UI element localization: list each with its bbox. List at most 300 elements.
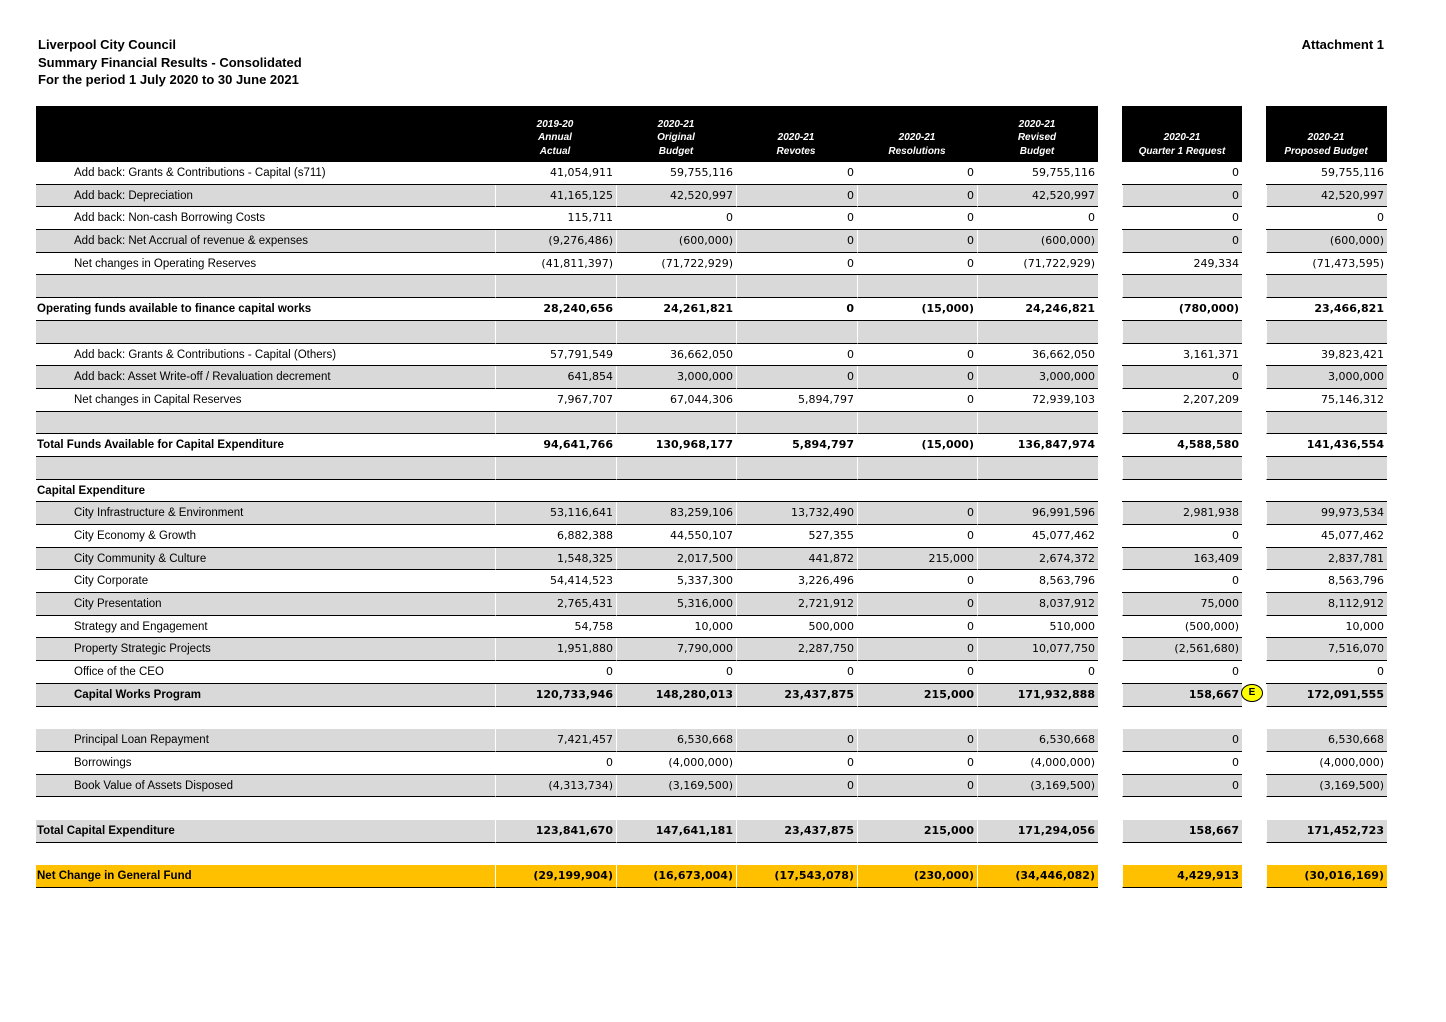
value-cell: 141,436,554 — [1266, 434, 1387, 457]
value-cell — [495, 797, 616, 820]
value-cell: 67,044,306 — [616, 389, 736, 412]
value-cell — [857, 321, 977, 344]
row-label: City Corporate — [74, 575, 149, 588]
value-cell: 0 — [1122, 752, 1242, 775]
value-cell: 42,520,997 — [616, 185, 736, 208]
estimate-badge-icon: E — [1241, 684, 1263, 702]
value-cell: 3,000,000 — [1266, 366, 1387, 389]
row-label: City Community & Culture — [74, 552, 207, 565]
row-label-cell — [36, 230, 495, 253]
value-cell: 215,000 — [857, 548, 977, 571]
value-cell: 6,530,668 — [1266, 729, 1387, 752]
value-cell: 0 — [857, 207, 977, 230]
row-label-cell — [36, 366, 495, 389]
value-cell — [857, 707, 977, 730]
value-cell: 0 — [857, 230, 977, 253]
value-cell: 59,755,116 — [1266, 162, 1387, 185]
value-cell: 8,563,796 — [977, 570, 1098, 593]
spacer-row — [0, 412, 1446, 435]
value-cell — [616, 412, 736, 435]
value-cell — [495, 412, 616, 435]
row-label-cell — [36, 389, 495, 412]
value-cell: 171,452,723 — [1266, 820, 1387, 843]
value-cell: 510,000 — [977, 616, 1098, 639]
value-cell: 54,758 — [495, 616, 616, 639]
value-cell: (3,169,500) — [616, 775, 736, 798]
value-cell: 215,000 — [857, 684, 977, 707]
row-label-cell — [36, 548, 495, 571]
value-cell: (4,313,734) — [495, 775, 616, 798]
value-cell: 5,894,797 — [736, 434, 857, 457]
value-cell: 171,294,056 — [977, 820, 1098, 843]
table-row — [0, 729, 1446, 752]
row-label-cell — [36, 865, 495, 888]
value-cell: 2,721,912 — [736, 593, 857, 616]
value-cell: 0 — [736, 207, 857, 230]
value-cell: 75,000 — [1122, 593, 1242, 616]
value-cell: 45,077,462 — [977, 525, 1098, 548]
col-head-revotes: 2020-21 Revotes — [776, 132, 816, 157]
value-cell: 0 — [1122, 661, 1242, 684]
value-cell: 0 — [857, 616, 977, 639]
value-cell — [977, 321, 1098, 344]
table-row — [0, 525, 1446, 548]
value-cell — [495, 321, 616, 344]
row-label-cell — [36, 434, 495, 457]
value-cell: 0 — [1266, 661, 1387, 684]
value-cell: 0 — [857, 344, 977, 367]
row-label: Total Funds Available for Capital Expenditure — [37, 439, 284, 452]
value-cell — [736, 707, 857, 730]
value-cell: (4,000,000) — [977, 752, 1098, 775]
value-cell: 2,017,500 — [616, 548, 736, 571]
value-cell: 2,287,750 — [736, 638, 857, 661]
value-cell: (9,276,486) — [495, 230, 616, 253]
financial-table-body — [0, 162, 1446, 888]
value-cell — [616, 797, 736, 820]
value-cell: 158,667 — [1122, 684, 1242, 707]
col-head-revised-budget: 2020-21 Revised Budget — [1017, 118, 1057, 157]
row-label: Net Change in General Fund — [37, 870, 192, 883]
value-cell — [1122, 480, 1242, 503]
value-cell — [1266, 457, 1387, 480]
row-label: Capital Works Program — [74, 688, 201, 701]
value-cell: 42,520,997 — [1266, 185, 1387, 208]
col-head-proposed-budget: 2020-21 Proposed Budget — [1284, 132, 1368, 157]
row-label: Capital Expenditure — [37, 484, 145, 497]
value-cell — [616, 457, 736, 480]
value-cell: 5,894,797 — [736, 389, 857, 412]
col-head-resolutions: 2020-21 Resolutions — [888, 132, 946, 157]
value-cell: 10,000 — [616, 616, 736, 639]
row-label: City Presentation — [74, 598, 162, 611]
table-row — [0, 820, 1446, 843]
spacer-row — [0, 843, 1446, 866]
value-cell: 527,355 — [736, 525, 857, 548]
spacer-row — [0, 797, 1446, 820]
value-cell: 6,530,668 — [977, 729, 1098, 752]
value-cell: 0 — [1122, 366, 1242, 389]
value-cell — [857, 275, 977, 298]
value-cell: 54,414,523 — [495, 570, 616, 593]
report-title-block — [38, 36, 302, 89]
col-head-q1-request: 2020-21 Quarter 1 Request — [1138, 132, 1226, 157]
row-label: Add back: Net Accrual of revenue & expenses — [74, 235, 308, 248]
value-cell: (17,543,078) — [736, 865, 857, 888]
table-row — [0, 548, 1446, 571]
value-cell: 0 — [1122, 207, 1242, 230]
spacer-row — [0, 707, 1446, 730]
value-cell: 0 — [857, 775, 977, 798]
value-cell — [1266, 275, 1387, 298]
value-cell: 172,091,555 — [1266, 684, 1387, 707]
value-cell: 249,334 — [1122, 253, 1242, 276]
value-cell — [736, 321, 857, 344]
row-label: Borrowings — [74, 756, 132, 769]
value-cell: 0 — [736, 298, 857, 321]
value-cell — [1266, 480, 1387, 503]
value-cell: 0 — [857, 593, 977, 616]
row-label-cell — [36, 457, 495, 480]
value-cell — [977, 843, 1098, 866]
value-cell: (15,000) — [857, 298, 977, 321]
value-cell: 0 — [977, 207, 1098, 230]
value-cell: 5,316,000 — [616, 593, 736, 616]
value-cell: 0 — [1122, 162, 1242, 185]
value-cell: (71,722,929) — [616, 253, 736, 276]
value-cell: 0 — [1122, 185, 1242, 208]
value-cell: 2,981,938 — [1122, 502, 1242, 525]
value-cell: 0 — [857, 661, 977, 684]
table-row — [0, 389, 1446, 412]
row-label: Book Value of Assets Disposed — [74, 779, 233, 792]
value-cell: 3,000,000 — [977, 366, 1098, 389]
row-label-cell — [36, 616, 495, 639]
value-cell: 123,841,670 — [495, 820, 616, 843]
value-cell: 59,755,116 — [977, 162, 1098, 185]
value-cell: 1,951,880 — [495, 638, 616, 661]
value-cell: 44,550,107 — [616, 525, 736, 548]
value-cell: (30,016,169) — [1266, 865, 1387, 888]
value-cell: 0 — [736, 344, 857, 367]
value-cell: (600,000) — [1266, 230, 1387, 253]
value-cell — [736, 412, 857, 435]
value-cell — [977, 457, 1098, 480]
value-cell: 500,000 — [736, 616, 857, 639]
value-cell: 36,662,050 — [977, 344, 1098, 367]
row-label-cell — [36, 775, 495, 798]
header-band-proposed — [1266, 106, 1387, 162]
value-cell — [857, 797, 977, 820]
value-cell: 6,530,668 — [616, 729, 736, 752]
row-label-cell — [36, 207, 495, 230]
row-label: Principal Loan Repayment — [74, 734, 209, 747]
table-row — [0, 298, 1446, 321]
table-row — [0, 775, 1446, 798]
value-cell: 8,112,912 — [1266, 593, 1387, 616]
value-cell: 0 — [736, 185, 857, 208]
value-cell: 7,967,707 — [495, 389, 616, 412]
value-cell: 24,246,821 — [977, 298, 1098, 321]
value-cell: 0 — [736, 661, 857, 684]
value-cell: 641,854 — [495, 366, 616, 389]
value-cell: 59,755,116 — [616, 162, 736, 185]
value-cell — [1122, 275, 1242, 298]
value-cell — [495, 707, 616, 730]
row-label-cell — [36, 344, 495, 367]
value-cell: 10,077,750 — [977, 638, 1098, 661]
value-cell — [857, 843, 977, 866]
value-cell: 147,641,181 — [616, 820, 736, 843]
value-cell — [977, 412, 1098, 435]
value-cell — [1122, 707, 1242, 730]
value-cell: 75,146,312 — [1266, 389, 1387, 412]
value-cell: 94,641,766 — [495, 434, 616, 457]
value-cell: 0 — [1122, 729, 1242, 752]
row-label-cell — [36, 185, 495, 208]
col-head-original-budget: 2020-21 Original Budget — [657, 118, 695, 157]
table-row — [0, 616, 1446, 639]
report-period: For the period 1 July 2020 to 30 June 2021 — [38, 72, 299, 87]
value-cell: 36,662,050 — [616, 344, 736, 367]
value-cell: 0 — [857, 525, 977, 548]
value-cell: 2,674,372 — [977, 548, 1098, 571]
value-cell: (4,000,000) — [616, 752, 736, 775]
value-cell — [857, 457, 977, 480]
spacer-row — [0, 275, 1446, 298]
value-cell — [736, 843, 857, 866]
value-cell — [977, 707, 1098, 730]
value-cell: (3,169,500) — [1266, 775, 1387, 798]
org-name: Liverpool City Council — [38, 37, 176, 52]
value-cell — [1122, 457, 1242, 480]
header-band-q1 — [1122, 106, 1242, 162]
row-label: Net changes in Operating Reserves — [74, 257, 257, 270]
value-cell — [1122, 321, 1242, 344]
value-cell: (15,000) — [857, 434, 977, 457]
value-cell: 1,548,325 — [495, 548, 616, 571]
value-cell — [616, 843, 736, 866]
value-cell: 0 — [857, 638, 977, 661]
row-label-cell — [36, 729, 495, 752]
row-label-cell — [36, 593, 495, 616]
table-row — [0, 684, 1446, 707]
value-cell: 42,520,997 — [977, 185, 1098, 208]
row-label-cell — [36, 253, 495, 276]
value-cell — [616, 707, 736, 730]
row-label: Operating funds available to finance capital works — [37, 303, 312, 316]
value-cell: 8,563,796 — [1266, 570, 1387, 593]
value-cell: 0 — [1122, 570, 1242, 593]
row-label: Add back: Depreciation — [74, 189, 193, 202]
value-cell: 2,207,209 — [1122, 389, 1242, 412]
row-label-cell — [36, 684, 495, 707]
value-cell — [1266, 321, 1387, 344]
table-row — [0, 230, 1446, 253]
value-cell: 28,240,656 — [495, 298, 616, 321]
value-cell: 0 — [857, 502, 977, 525]
value-cell: 0 — [857, 185, 977, 208]
row-label-cell — [36, 502, 495, 525]
row-label: Add back: Grants & Contributions - Capital (Others) — [74, 348, 337, 361]
table-row — [0, 207, 1446, 230]
table-row — [0, 570, 1446, 593]
value-cell: 23,437,875 — [736, 820, 857, 843]
value-cell — [977, 480, 1098, 503]
value-cell: 115,711 — [495, 207, 616, 230]
table-row — [0, 480, 1446, 503]
value-cell: 45,077,462 — [1266, 525, 1387, 548]
value-cell — [977, 797, 1098, 820]
value-cell: 53,116,641 — [495, 502, 616, 525]
spacer-row — [0, 321, 1446, 344]
value-cell: 0 — [857, 162, 977, 185]
value-cell: 0 — [616, 207, 736, 230]
value-cell: 136,847,974 — [977, 434, 1098, 457]
row-label: Net changes in Capital Reserves — [74, 393, 242, 406]
row-label-cell — [36, 275, 495, 298]
value-cell: 0 — [1122, 775, 1242, 798]
value-cell: 0 — [736, 230, 857, 253]
value-cell: 3,161,371 — [1122, 344, 1242, 367]
row-label-cell — [36, 707, 495, 730]
row-label-cell — [36, 480, 495, 503]
report-name: Summary Financial Results - Consolidated — [38, 54, 302, 70]
value-cell: (71,722,929) — [977, 253, 1098, 276]
row-label-cell — [36, 752, 495, 775]
value-cell: 120,733,946 — [495, 684, 616, 707]
table-row — [0, 162, 1446, 185]
spacer-row — [0, 457, 1446, 480]
value-cell: 13,732,490 — [736, 502, 857, 525]
value-cell — [1266, 412, 1387, 435]
table-row — [0, 344, 1446, 367]
value-cell: 96,991,596 — [977, 502, 1098, 525]
row-label-cell — [36, 412, 495, 435]
value-cell: 72,939,103 — [977, 389, 1098, 412]
value-cell — [977, 275, 1098, 298]
table-row — [0, 253, 1446, 276]
value-cell: 3,226,496 — [736, 570, 857, 593]
table-row — [0, 865, 1446, 888]
table-row — [0, 752, 1446, 775]
value-cell: 41,054,911 — [495, 162, 616, 185]
row-label-cell — [36, 638, 495, 661]
value-cell: 2,837,781 — [1266, 548, 1387, 571]
value-cell — [616, 321, 736, 344]
row-label: Total Capital Expenditure — [37, 824, 175, 837]
value-cell — [495, 843, 616, 866]
value-cell — [616, 480, 736, 503]
value-cell: (2,561,680) — [1122, 638, 1242, 661]
value-cell — [1122, 797, 1242, 820]
table-row — [0, 638, 1446, 661]
value-cell: 0 — [616, 661, 736, 684]
table-row — [0, 661, 1446, 684]
row-label: City Infrastructure & Environment — [74, 507, 244, 520]
row-label: Strategy and Engagement — [74, 620, 208, 633]
row-label-cell — [36, 661, 495, 684]
value-cell: 8,037,912 — [977, 593, 1098, 616]
row-label-cell — [36, 162, 495, 185]
value-cell: (71,473,595) — [1266, 253, 1387, 276]
row-label: Add back: Non-cash Borrowing Costs — [74, 212, 266, 225]
value-cell: 99,973,534 — [1266, 502, 1387, 525]
value-cell: 0 — [1122, 525, 1242, 548]
value-cell: 23,437,875 — [736, 684, 857, 707]
value-cell — [495, 480, 616, 503]
row-label-cell — [36, 321, 495, 344]
value-cell: 24,261,821 — [616, 298, 736, 321]
value-cell: 0 — [736, 752, 857, 775]
row-label: Add back: Asset Write-off / Revaluation decrement — [74, 371, 331, 384]
value-cell: 0 — [857, 389, 977, 412]
row-label-cell — [36, 843, 495, 866]
value-cell: (780,000) — [1122, 298, 1242, 321]
value-cell: 10,000 — [1266, 616, 1387, 639]
value-cell — [857, 412, 977, 435]
value-cell: 215,000 — [857, 820, 977, 843]
value-cell: 7,421,457 — [495, 729, 616, 752]
value-cell: (41,811,397) — [495, 253, 616, 276]
row-label-cell — [36, 820, 495, 843]
table-row — [0, 502, 1446, 525]
value-cell — [1266, 843, 1387, 866]
value-cell: 163,409 — [1122, 548, 1242, 571]
value-cell: 5,337,300 — [616, 570, 736, 593]
value-cell: 6,882,388 — [495, 525, 616, 548]
value-cell: 0 — [736, 162, 857, 185]
value-cell — [857, 480, 977, 503]
value-cell: 0 — [736, 366, 857, 389]
value-cell: 3,000,000 — [616, 366, 736, 389]
value-cell — [736, 797, 857, 820]
table-row — [0, 593, 1446, 616]
value-cell: 4,588,580 — [1122, 434, 1242, 457]
value-cell: (600,000) — [977, 230, 1098, 253]
row-label: City Economy & Growth — [74, 530, 197, 542]
attachment-label: Attachment 1 — [1301, 37, 1384, 52]
value-cell: 0 — [495, 661, 616, 684]
value-cell: 130,968,177 — [616, 434, 736, 457]
value-cell: (230,000) — [857, 865, 977, 888]
value-cell: 23,466,821 — [1266, 298, 1387, 321]
value-cell: (29,199,904) — [495, 865, 616, 888]
value-cell: 0 — [736, 775, 857, 798]
value-cell: (600,000) — [616, 230, 736, 253]
row-label-cell — [36, 525, 495, 548]
value-cell: 0 — [857, 729, 977, 752]
col-head-annual-actual: 2019-20 Annual Actual — [536, 118, 574, 157]
value-cell — [1266, 707, 1387, 730]
value-cell: (4,000,000) — [1266, 752, 1387, 775]
row-label-cell — [36, 797, 495, 820]
value-cell: (34,446,082) — [977, 865, 1098, 888]
row-label-cell — [36, 570, 495, 593]
value-cell — [736, 275, 857, 298]
value-cell — [736, 457, 857, 480]
value-cell: (500,000) — [1122, 616, 1242, 639]
value-cell: 0 — [857, 752, 977, 775]
value-cell: 0 — [736, 729, 857, 752]
value-cell: 158,667 — [1122, 820, 1242, 843]
row-label: Office of the CEO — [74, 666, 164, 679]
value-cell: (16,673,004) — [616, 865, 736, 888]
header-band-main — [36, 106, 1098, 162]
value-cell: (3,169,500) — [977, 775, 1098, 798]
value-cell: 0 — [1266, 207, 1387, 230]
row-label: Add back: Grants & Contributions - Capital (s711) — [74, 167, 326, 179]
